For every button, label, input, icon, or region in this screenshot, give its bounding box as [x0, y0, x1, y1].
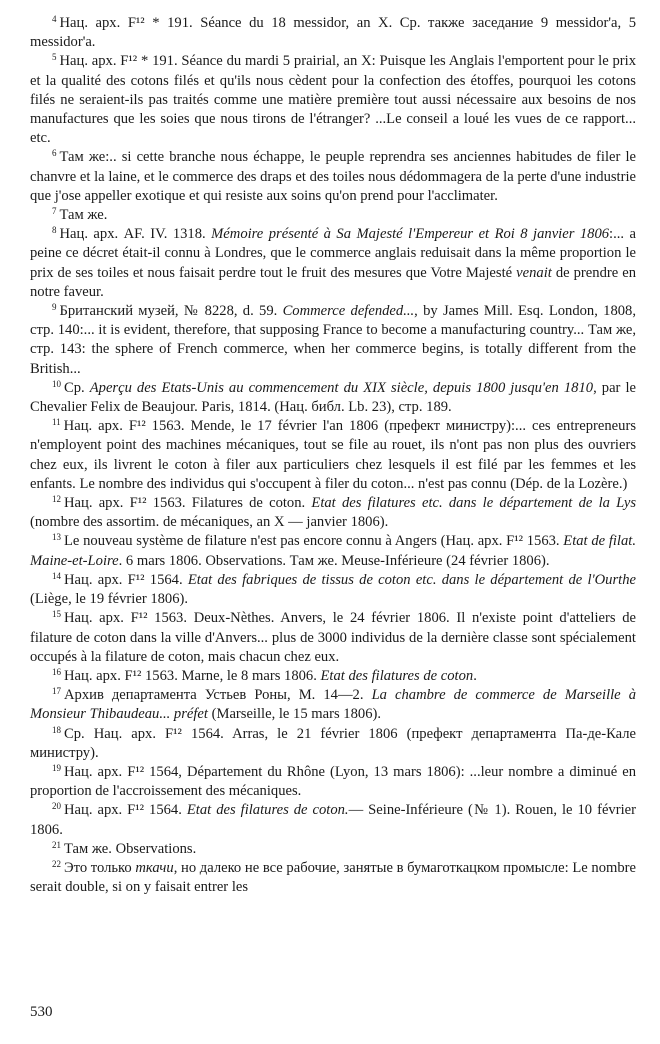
footnote-text: Le nouveau système de filature n'est pas encore connu à Angers (Нац. арх. F¹² 1563.: [64, 533, 564, 550]
footnote-text: (Liège, le 19 février 1806).: [30, 591, 189, 608]
footnote-text: Нац. арх. F¹² 1563. Mende, le 17 février l'an 1806 (префект министру):... ces entrepreneurs n'employent point des machines mécaniques, tout se file au rouet, ils n'ont pas non plus des ouvriers chez eux, ils livrent le coton à filer aux particuliers chez lesquels il est filé par les femmes et les enfants. Le nombre des individus qui s'occupent à filer du coton... n'est pas connu (Dép. de la Lozère.): [30, 418, 636, 492]
footnote-marker: 9: [52, 302, 57, 313]
footnote-marker: 14: [52, 570, 61, 581]
footnote-18: [30, 725, 636, 763]
footnote-text: Британский музей, № 8228, d. 59.: [59, 303, 283, 320]
footnote-marker: 10: [52, 378, 61, 389]
footnote-italic-text: Etat des filatures de coton.: [186, 802, 349, 819]
footnote-text: Там же. Observations.: [64, 840, 197, 857]
footnote-6: [30, 148, 636, 206]
footnote-italic-text: Commerce defended...: [282, 303, 415, 320]
footnote-text: . 6 mars 1806. Observations. Там же. Meuse-Inférieure (24 février 1806).: [118, 552, 550, 569]
footnote-11: [30, 417, 636, 494]
footnote-text: (Marseille, le 15 mars 1806).: [207, 706, 382, 723]
footnote-marker: 6: [52, 148, 57, 159]
footnote-19: [30, 763, 636, 801]
footnotes-list: [30, 14, 636, 897]
footnote-text: Ср. Нац. арх. F¹² 1564. Arras, le 21 février 1806 (префект департамента Па-де-Кале министру).: [30, 725, 636, 761]
footnote-italic-text: Etat des filatures de coton: [320, 667, 474, 684]
footnote-italic-text: Etat des fabriques de tissus de coton etc. dans le département de l'Ourthe: [187, 571, 636, 588]
footnote-13: [30, 532, 636, 570]
footnote-italic-text: Etat des filatures etc. dans le département de la Lys: [311, 495, 636, 512]
footnote-20: [30, 801, 636, 839]
footnote-marker: 22: [52, 858, 61, 869]
footnote-text: Ср.: [64, 379, 90, 396]
footnote-text: Это только: [64, 859, 136, 876]
footnote-text: Архив департамента Устьев Роны, M. 14—2.: [64, 687, 372, 704]
footnote-text: de prendre en notre faveur.: [30, 264, 636, 300]
footnote-12: [30, 494, 636, 532]
footnote-marker: 4: [52, 14, 57, 24]
footnote-22: [30, 859, 636, 897]
page-number: 530: [30, 1004, 53, 1020]
footnote-17: [30, 686, 636, 724]
footnote-marker: 16: [52, 666, 61, 677]
footnote-text: Нац. арх. F¹² * 191. Séance du 18 messidor, an X. Cp. также заседание 9 messidor'a, 5 messidor'a.: [30, 15, 636, 51]
footnote-italic-text: Mémoire présenté à Sa Majesté l'Empereur et Roi 8 janvier 1806: [211, 226, 610, 243]
footnote-italic-text: venait: [516, 264, 552, 281]
footnote-italic-text: Etat de filat. Maine-et-Loire: [30, 533, 636, 569]
footnote-text: Нац. арх. F¹² 1563. Filatures de coton.: [64, 495, 312, 512]
footnote-marker: 12: [52, 494, 61, 505]
footnote-marker: 19: [52, 762, 61, 773]
footnote-text: .: [473, 667, 477, 684]
footnote-text: — Seine-Inférieure (№ 1). Rouen, le 10 février 1806.: [30, 802, 636, 838]
footnote-marker: 8: [52, 225, 57, 236]
footnote-4: [30, 14, 636, 52]
footnote-text: Нац. арх. F¹² 1563. Marne, le 8 mars 1806.: [64, 667, 321, 684]
footnote-marker: 20: [52, 801, 61, 812]
footnote-text: Нац. арх. F¹² 1564, Département du Rhône (Lyon, 13 mars 1806): ...leur nombre a diminué en proportion de l'accroissement des mécaniques.: [30, 763, 636, 800]
footnote-text: Нац. арх. F¹² 1564.: [64, 571, 188, 588]
footnote-text: Нац. арх. F¹² * 191. Séance du mardi 5 prairial, an X: Puisque les Anglais l'emportent pour le prix et la qualité des cotons filés et qu'ils nous cèdent pour la confection des étoffes, pourquoi les cotons filés ne seraient-ils pas traités comme une matière première tout aussi nécessaire aux besoins de nos manufactures que les soies que nous tirons de l'étranger? ...Le conseil a loué les vues de ce rapport... etc.: [30, 53, 636, 147]
footnote-text: Нац. арх. F¹² 1563. Deux-Nèthes. Anvers, le 24 février 1806. Il n'existe point d'atteliers de filature de coton dans la ville d'Anvers... plus de 3000 individus de la dernière classe sont spécialement occupés à la filature de coton, mais chacun chez eux.: [30, 610, 636, 665]
footnote-text: :... a peine ce décret était-il connu à Londres, que le commerce anglais reduisait dans la même proportion le prix de ses toiles et nous faisait perdre tout le fruit des mesures que Votre Majesté: [30, 226, 636, 281]
footnote-marker: 5: [52, 52, 57, 63]
footnote-marker: 18: [52, 724, 61, 735]
footnote-italic-text: ткачи: [135, 859, 174, 876]
footnote-text: Нац. арх. F¹² 1564.: [64, 802, 187, 819]
footnote-text: (nombre des assortim. de mécaniques, an X — janvier 1806).: [30, 514, 389, 531]
footnote-5: [30, 52, 636, 148]
footnote-text: Там же.: [59, 207, 108, 224]
footnote-marker: 13: [52, 532, 61, 543]
footnote-italic-text: La chambre de commerce de Marseille à Monsieur Thibaudeau... préfet: [30, 687, 637, 723]
footnote-marker: 7: [52, 206, 57, 217]
footnote-9: [30, 302, 636, 379]
footnote-7: [30, 206, 636, 225]
footnote-21: [30, 840, 636, 859]
footnote-marker: 21: [52, 839, 61, 850]
footnote-italic-text: Aperçu des Etats-Unis au commencement du XIX siècle, depuis 1800 jusqu'en 1810: [89, 379, 594, 396]
footnote-text: Нац. арх. AF. IV. 1318.: [59, 226, 212, 243]
footnote-8: [30, 225, 636, 302]
footnote-marker: 11: [52, 417, 61, 428]
footnote-15: [30, 609, 636, 667]
footnote-16: [30, 667, 636, 686]
footnote-10: [30, 379, 636, 417]
footnote-text: , но далеко не все рабочие, занятые в бумаготкацком промысле: Le nombre serait double, si on y faisait entrer les: [30, 859, 637, 896]
footnote-marker: 15: [52, 609, 61, 620]
footnote-text: Там же:.. si cette branche nous échappe, le peuple reprendra ses anciennes habitudes de filer le chanvre et la laine, et le commerce des draps et des toiles nous dédommagera de la perte d'une industrie que j'ose appeller exotique et qui resiste aux soins qu'on prend pour l'acclimater.: [30, 149, 636, 204]
footnote-14: [30, 571, 636, 609]
footnote-marker: 17: [52, 686, 61, 697]
footnote-text: , by James Mill. Esq. London, 1808, стр. 140:... it is evident, therefore, that supposing France to become a manufacturing country... Там же, стр. 143: the sphere of French commerce, when her commerce begins, is totally different from the British...: [30, 303, 636, 377]
footnote-text: , par le Chevalier Felix de Beaujour. Paris, 1814. (Нац. библ. Lb. 23), стр. 189.: [30, 379, 636, 416]
